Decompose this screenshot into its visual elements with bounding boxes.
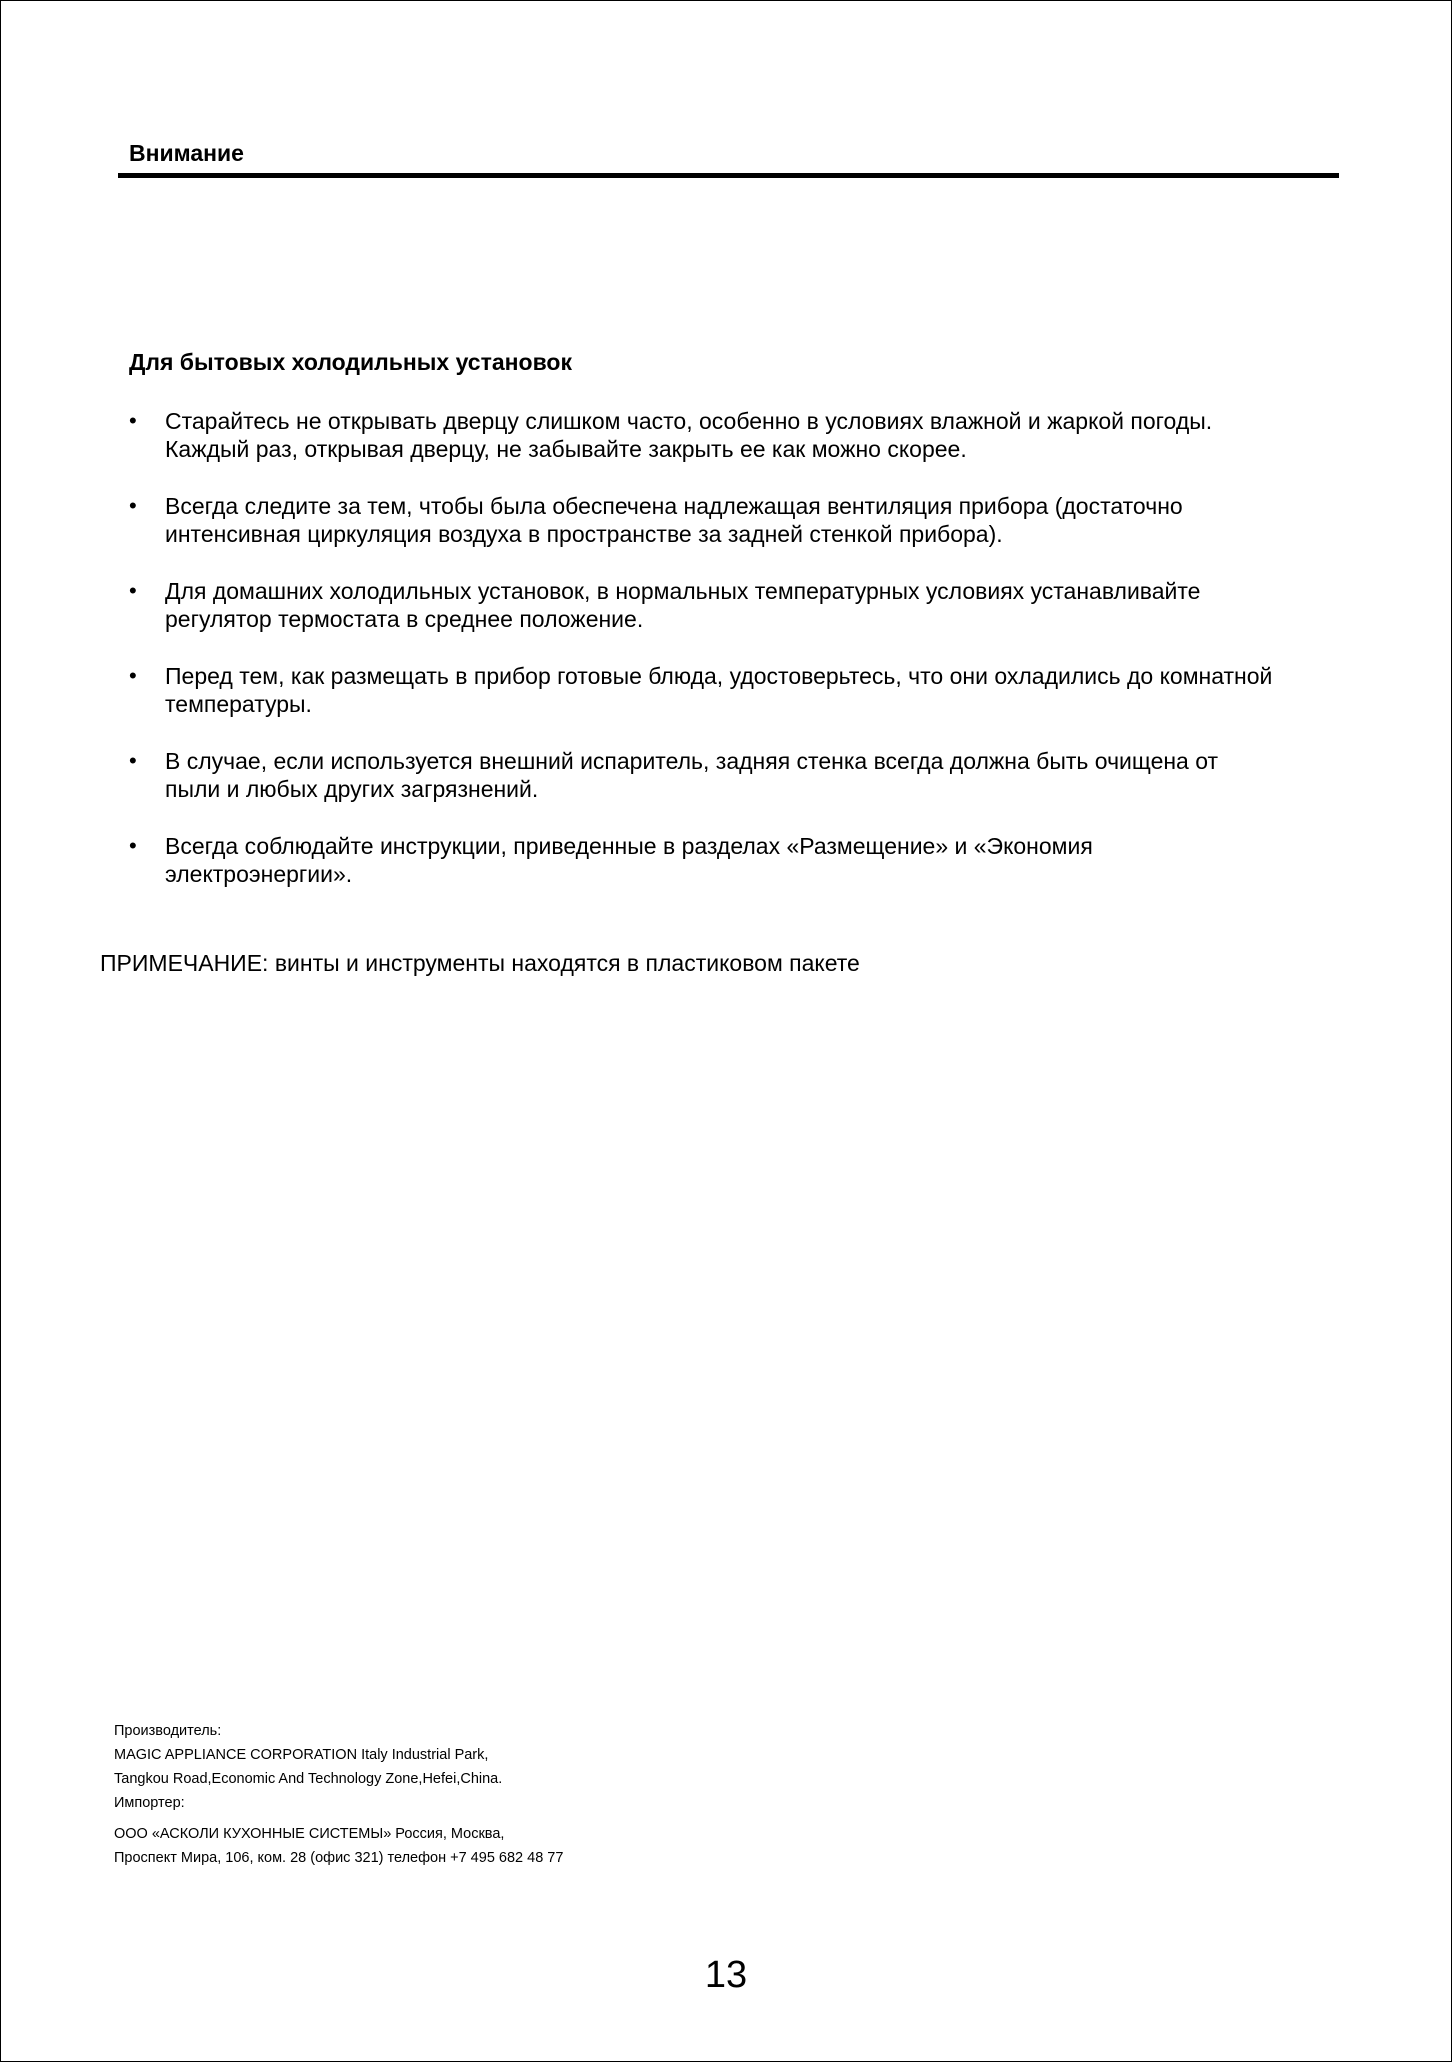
list-item [129,832,1344,888]
list-item-line: электроэнергии». [165,861,353,887]
bullet-icon: • [129,663,137,688]
bullet-icon: • [129,408,137,433]
list-item [129,407,1344,463]
list-item-line: интенсивная циркуляция воздуха в пространстве за задней стенкой прибора). [165,521,1003,547]
bullet-icon: • [129,833,137,858]
list-item-line: Для домашних холодильных установок, в нормальных температурных условиях устанавливайте [165,578,1201,604]
list-item-line: В случае, если используется внешний испаритель, задняя стенка всегда должна быть очищена от [165,748,1219,774]
manufacturer-info [114,1719,563,1870]
bullet-icon: • [129,493,137,518]
page-title: Внимание [129,140,244,166]
manufacturer-label: Производитель: [114,1723,222,1739]
list-item-line: Перед тем, как размещать в прибор готовые блюда, удостоверьтесь, что они охладились до комнатной [165,663,1273,689]
list-item [129,747,1344,803]
section-title: Для бытовых холодильных установок [129,349,572,375]
bullet-icon: • [129,748,137,773]
list-item-line: регулятор термостата в среднее положение. [165,606,644,632]
page-number: 13 [704,1954,748,1996]
recommendations-list [129,407,1344,917]
bullet-icon: • [129,578,137,603]
list-item-line: Всегда следите за тем, чтобы была обеспечена надлежащая вентиляция прибора (достаточно [165,493,1183,519]
list-item [129,577,1344,633]
list-item [129,492,1344,548]
importer-label: Импортер: [114,1795,185,1811]
importer-address-line: ООО «АСКОЛИ КУХОННЫЕ СИСТЕМЫ» Россия, Москва, [114,1826,505,1842]
header-divider [118,173,1339,178]
list-item [129,662,1344,718]
manufacturer-address-line: MAGIC APPLIANCE CORPORATION Italy Industrial Park, [114,1747,489,1763]
list-item-line: Каждый раз, открывая дверцу, не забывайте закрыть ее как можно скорее. [165,436,967,462]
list-item-line: Старайтесь не открывать дверцу слишком часто, особенно в условиях влажной и жаркой погоды. [165,408,1213,434]
manufacturer-address-line: Tangkou Road,Economic And Technology Zone,Hefei,China. [114,1771,503,1787]
list-item-line: Всегда соблюдайте инструкции, приведенные в разделах «Размещение» и «Экономия [165,833,1093,859]
list-item-line: температуры. [165,691,312,717]
importer-address-line: Проспект Мира, 106, ком. 28 (офис 321) телефон +7 495 682 48 77 [114,1850,564,1866]
list-item-line: пыли и любых других загрязнений. [165,776,539,802]
note-text: ПРИМЕЧАНИЕ: винты и инструменты находятся в пластиковом пакете [100,950,860,976]
